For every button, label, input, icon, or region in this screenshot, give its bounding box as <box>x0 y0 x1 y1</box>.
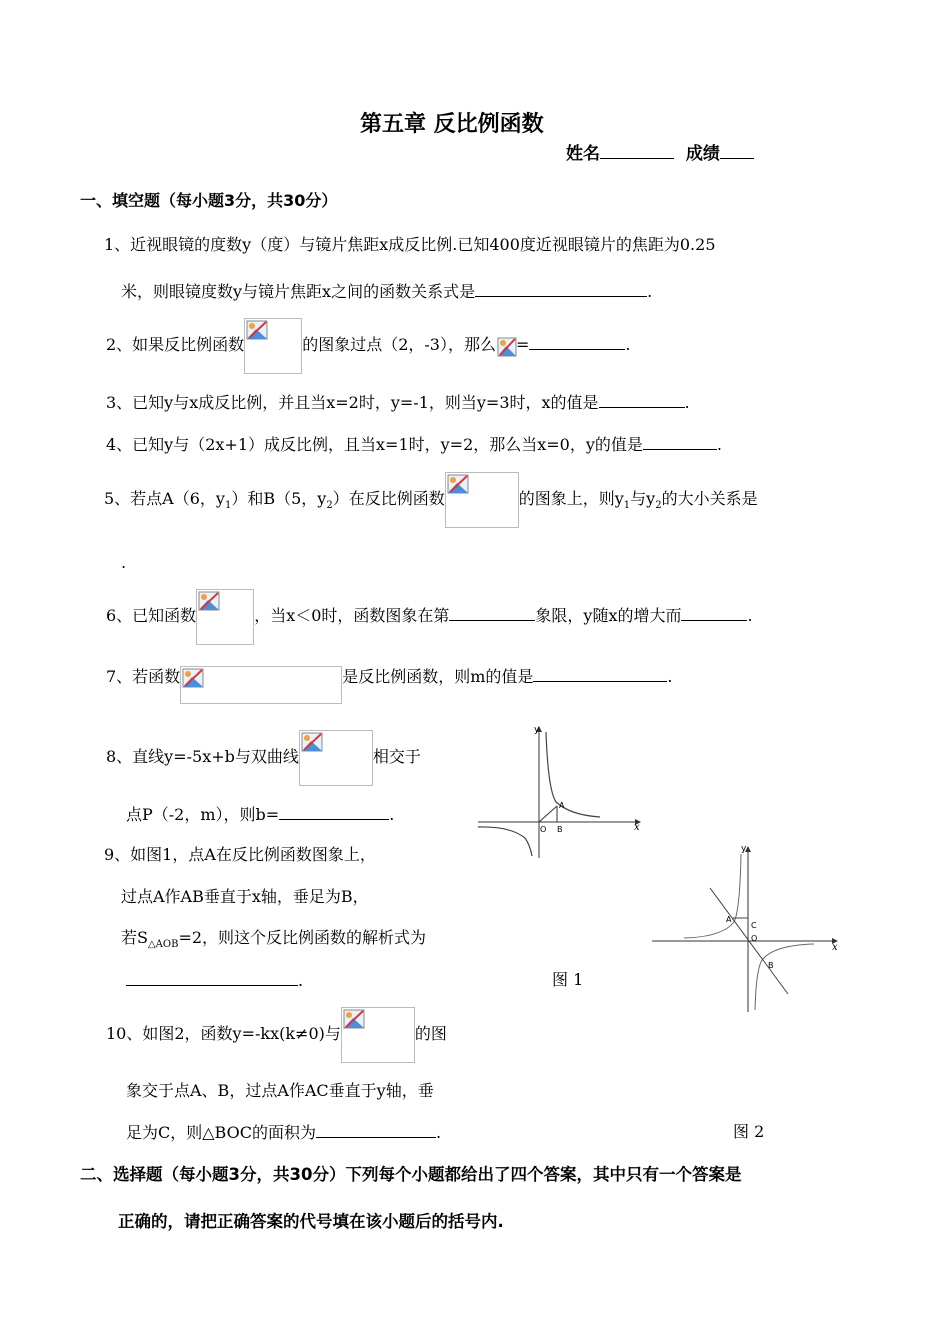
q5-mid2: ）在反比例函数 <box>332 489 445 508</box>
fig2-label-o: O <box>751 934 758 943</box>
broken-image-icon <box>497 337 517 357</box>
q8-end: . <box>389 805 395 824</box>
q9-sub: △AOB <box>147 939 179 951</box>
section1-heading: 一、填空题（每小题3分，共30分） <box>80 191 338 210</box>
broken-image-icon <box>198 591 220 611</box>
q6-mid2: 象限，y随x的增大而 <box>535 606 682 625</box>
q10-line3 <box>126 1122 441 1143</box>
figure-2-caption: 图 2 <box>733 1122 765 1141</box>
fig2-curve-q2 <box>684 854 741 938</box>
figure-1-graph <box>470 720 650 860</box>
q9-line2: 过点A作AB垂直于x轴，垂足为B， <box>121 887 369 906</box>
q10-pre: 10、如图2，函数y=-kx(k≠0)与 <box>106 1024 341 1043</box>
q5-mid3: 与y <box>630 489 656 508</box>
q2-answer-blank[interactable] <box>529 334 625 350</box>
q10-line <box>106 1005 447 1063</box>
q2-line <box>106 316 630 374</box>
q3-line <box>106 392 690 413</box>
fig2-label-x: x <box>832 942 838 953</box>
q5-sub4: 2 <box>655 500 662 512</box>
q6-end: . <box>747 606 753 625</box>
q10-line2: 象交于点A、B，过点A作AC垂直于y轴，垂 <box>126 1081 434 1100</box>
q8-line2 <box>126 804 394 825</box>
fig1-label-x: x <box>634 822 640 833</box>
q5-line <box>104 470 758 528</box>
q2-eq: = <box>515 335 530 354</box>
q5-pre: 5、若点A（6，y <box>104 489 225 508</box>
q10-end: . <box>435 1123 442 1142</box>
q2-k-image <box>496 336 516 356</box>
q5-mid1: ）和B（5，y <box>231 489 327 508</box>
q2-pre: 2、如果反比例函数 <box>106 335 245 354</box>
q7-formula-image <box>180 666 342 704</box>
q8-answer-blank[interactable] <box>279 804 389 820</box>
fig1-label-a: A <box>559 801 565 810</box>
q9-answer-blank[interactable] <box>126 970 298 986</box>
section2-heading-line1: 二、选择题（每小题3分，共30分）下列每个小题都给出了四个答案，其中只有一个答案是 <box>80 1165 742 1184</box>
fig1-label-b: B <box>557 825 563 834</box>
q2-mid: 的图象过点（2，-3），那么 <box>302 335 496 354</box>
fig1-curve-q3 <box>478 827 532 856</box>
section2-heading-line2: 正确的，请把正确答案的代号填在该小题后的括号内. <box>118 1212 504 1231</box>
q8-post: 相交于 <box>372 747 421 766</box>
q8-text: 点P（-2，m），则b= <box>126 805 280 824</box>
name-label: 姓名 <box>566 144 600 164</box>
name-blank[interactable] <box>600 143 674 159</box>
q6-mid: ，当x＜0时，函数图象在第 <box>254 606 450 625</box>
q4-end: . <box>716 435 722 454</box>
q10-formula-image <box>341 1007 415 1063</box>
q5-sub2: 2 <box>326 500 333 512</box>
q5-line2: . <box>121 553 127 572</box>
name-score-line <box>566 143 754 164</box>
q9-s: 若S <box>121 928 148 947</box>
q2-end: . <box>625 335 631 354</box>
q7-mid: 是反比例函数，则m的值是 <box>342 667 534 686</box>
q9-text: =2，则这个反比例函数的解析式为 <box>178 928 427 947</box>
q7-line <box>106 666 672 706</box>
figure-2-graph <box>648 840 848 1015</box>
q5-tail: 的大小关系是 <box>661 489 758 508</box>
score-blank[interactable] <box>720 143 754 159</box>
q6-trend-blank[interactable] <box>681 605 747 621</box>
fig1-curve-q1 <box>546 732 600 817</box>
broken-image-icon <box>182 668 204 688</box>
q4-answer-blank[interactable] <box>643 434 717 450</box>
fig2-label-b: B <box>768 961 774 970</box>
fig2-label-c: C <box>751 921 757 930</box>
q5-post: 的图象上，则y <box>518 489 624 508</box>
q6-formula-image <box>196 589 254 645</box>
broken-image-icon <box>343 1009 365 1029</box>
q10-text: 足为C，则△BOC的面积为 <box>126 1123 316 1142</box>
q1-answer-blank[interactable] <box>475 281 647 297</box>
fig2-label-a: A <box>726 915 732 924</box>
q9-line3 <box>121 928 426 955</box>
broken-image-icon <box>246 320 268 340</box>
q2-formula-image <box>244 318 302 374</box>
q5-sub3: 1 <box>623 500 631 512</box>
q1-line2 <box>121 281 652 302</box>
page-title: 第五章 反比例函数 <box>360 112 544 137</box>
q6-quadrant-blank[interactable] <box>449 605 535 621</box>
q3-end: . <box>684 393 690 412</box>
broken-image-icon <box>301 732 323 752</box>
q9-end: . <box>298 971 304 990</box>
q3-text: 3、已知y与x成反比例，并且当x=2时，y=-1，则当y=3时，x的值是 <box>106 393 599 412</box>
q7-answer-blank[interactable] <box>533 666 667 682</box>
q5-formula-image <box>445 472 519 528</box>
q3-answer-blank[interactable] <box>599 392 685 408</box>
q10-answer-blank[interactable] <box>316 1122 436 1138</box>
fig1-segment-oa <box>539 806 557 822</box>
q9-line4 <box>126 970 303 991</box>
q1-line1: 1、近视眼镜的度数y（度）与镜片焦距x成反比例.已知400度近视眼镜片的焦距为0.25 <box>104 235 716 254</box>
fig1-label-o: O <box>540 825 547 834</box>
fig2-label-y: y <box>741 844 747 854</box>
q5-sub1: 1 <box>224 500 232 512</box>
score-label: 成绩 <box>685 144 720 164</box>
q4-text: 4、已知y与（2x+1）成反比例，且当x=1时，y=2，那么当x=0，y的值是 <box>106 435 643 454</box>
q7-pre: 7、若函数 <box>106 667 181 686</box>
fig2-curve-q4 <box>755 944 814 1010</box>
q1-end: . <box>647 282 653 301</box>
q6-line <box>106 587 753 645</box>
fig1-label-y: y <box>534 725 540 735</box>
q4-line <box>106 434 722 455</box>
figure-1-caption: 图 1 <box>552 970 584 989</box>
q8-line <box>106 728 421 786</box>
q1-text: 米，则眼镜度数y与镜片焦距x之间的函数关系式是 <box>121 282 476 301</box>
q7-end: . <box>667 667 673 686</box>
q6-pre: 6、已知函数 <box>106 606 197 625</box>
q10-post: 的图 <box>414 1024 447 1043</box>
q9-line1: 9、如图1，点A在反比例函数图象上， <box>104 845 376 864</box>
broken-image-icon <box>447 474 469 494</box>
q8-formula-image <box>299 730 373 786</box>
q8-pre: 8、直线y=-5x+b与双曲线 <box>106 747 299 766</box>
